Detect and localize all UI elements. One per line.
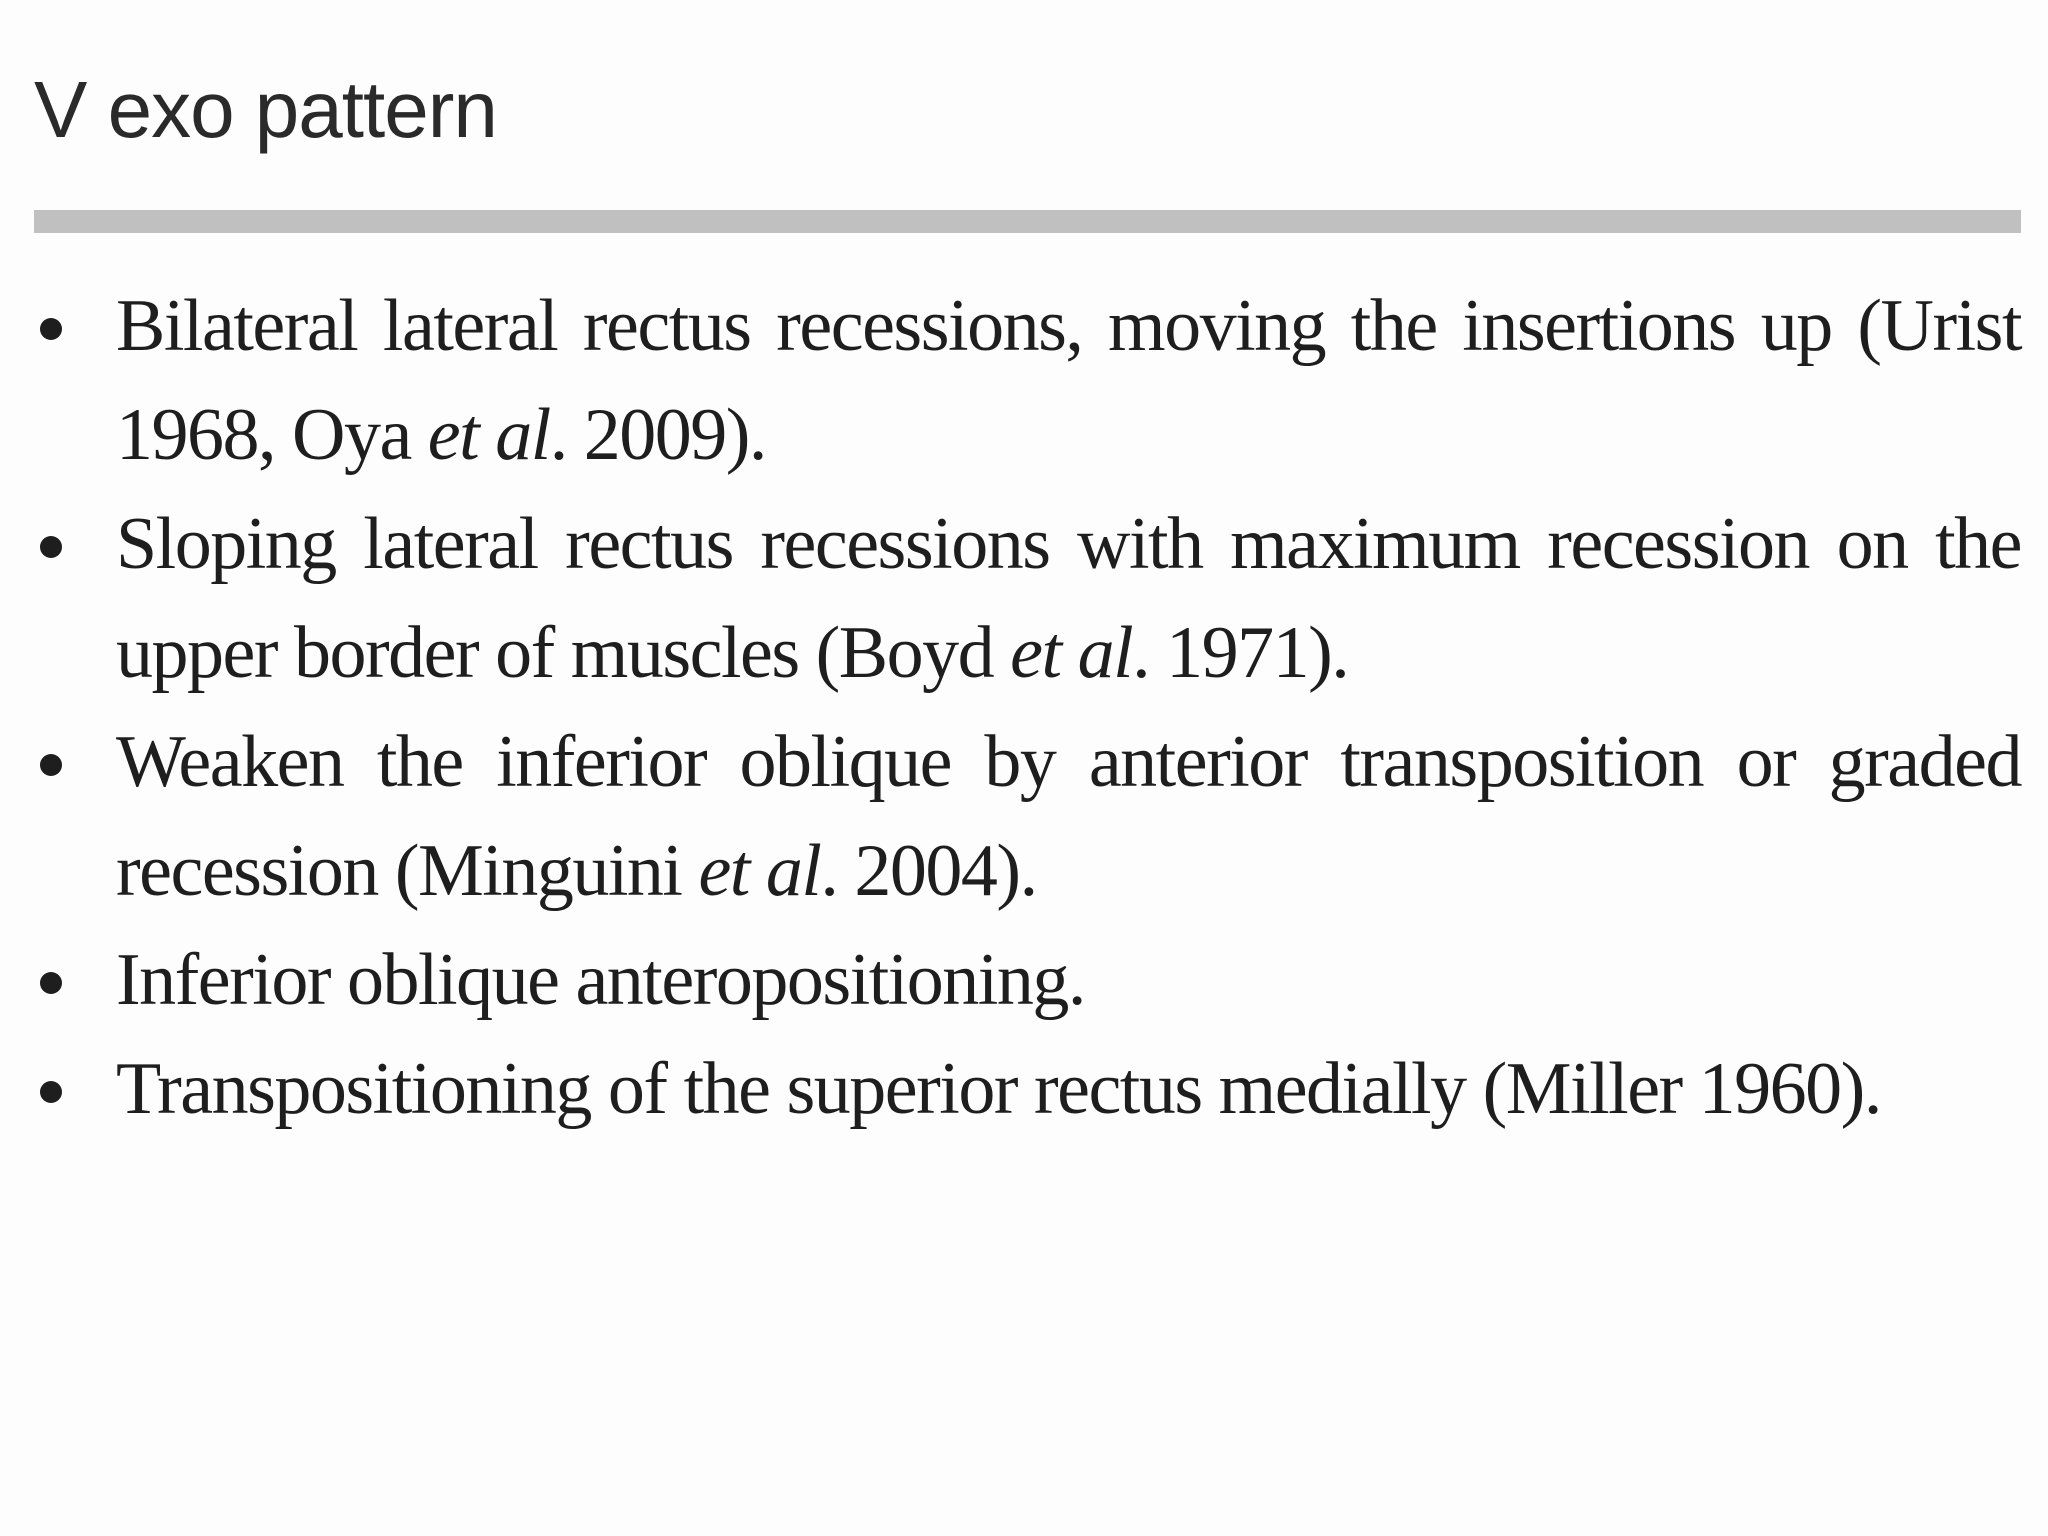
bullet-icon (40, 972, 62, 994)
bullet-icon (40, 318, 62, 340)
bullet-icon (40, 536, 62, 558)
bullet-text: Transpositioning of the superior rectus medially (Miller 1960). (116, 1048, 1881, 1130)
bullet-list (34, 272, 2021, 1144)
bullet-italic-text: et al (1010, 612, 1133, 694)
bullet-text-end: . 2009). (549, 394, 766, 476)
bullet-text: Sloping lateral rectus recessions with maximum recession on the upper border of muscles (Boyd (116, 503, 2021, 694)
bullet-icon (40, 754, 62, 776)
list-item (34, 708, 2021, 926)
bullet-italic-text: et al (427, 394, 550, 476)
slide-title: V exo pattern (34, 65, 497, 154)
bullet-icon (40, 1081, 62, 1103)
list-item (34, 926, 2021, 1035)
bullet-text: Weaken the inferior oblique by anterior transposition or graded recession (Minguini (116, 721, 2021, 912)
list-item (34, 272, 2021, 490)
bullet-italic-text: et al (698, 830, 821, 912)
title-divider (34, 210, 2021, 233)
list-item (34, 1035, 2021, 1144)
bullet-text: Bilateral lateral rectus recessions, moving the insertions up (Urist 1968, Oya (116, 285, 2021, 476)
bullet-text-end: . 1971). (1132, 612, 1349, 694)
list-item (34, 490, 2021, 708)
bullet-text-end: . 2004). (820, 830, 1037, 912)
bullet-text: Inferior oblique anteropositioning. (116, 939, 1085, 1021)
